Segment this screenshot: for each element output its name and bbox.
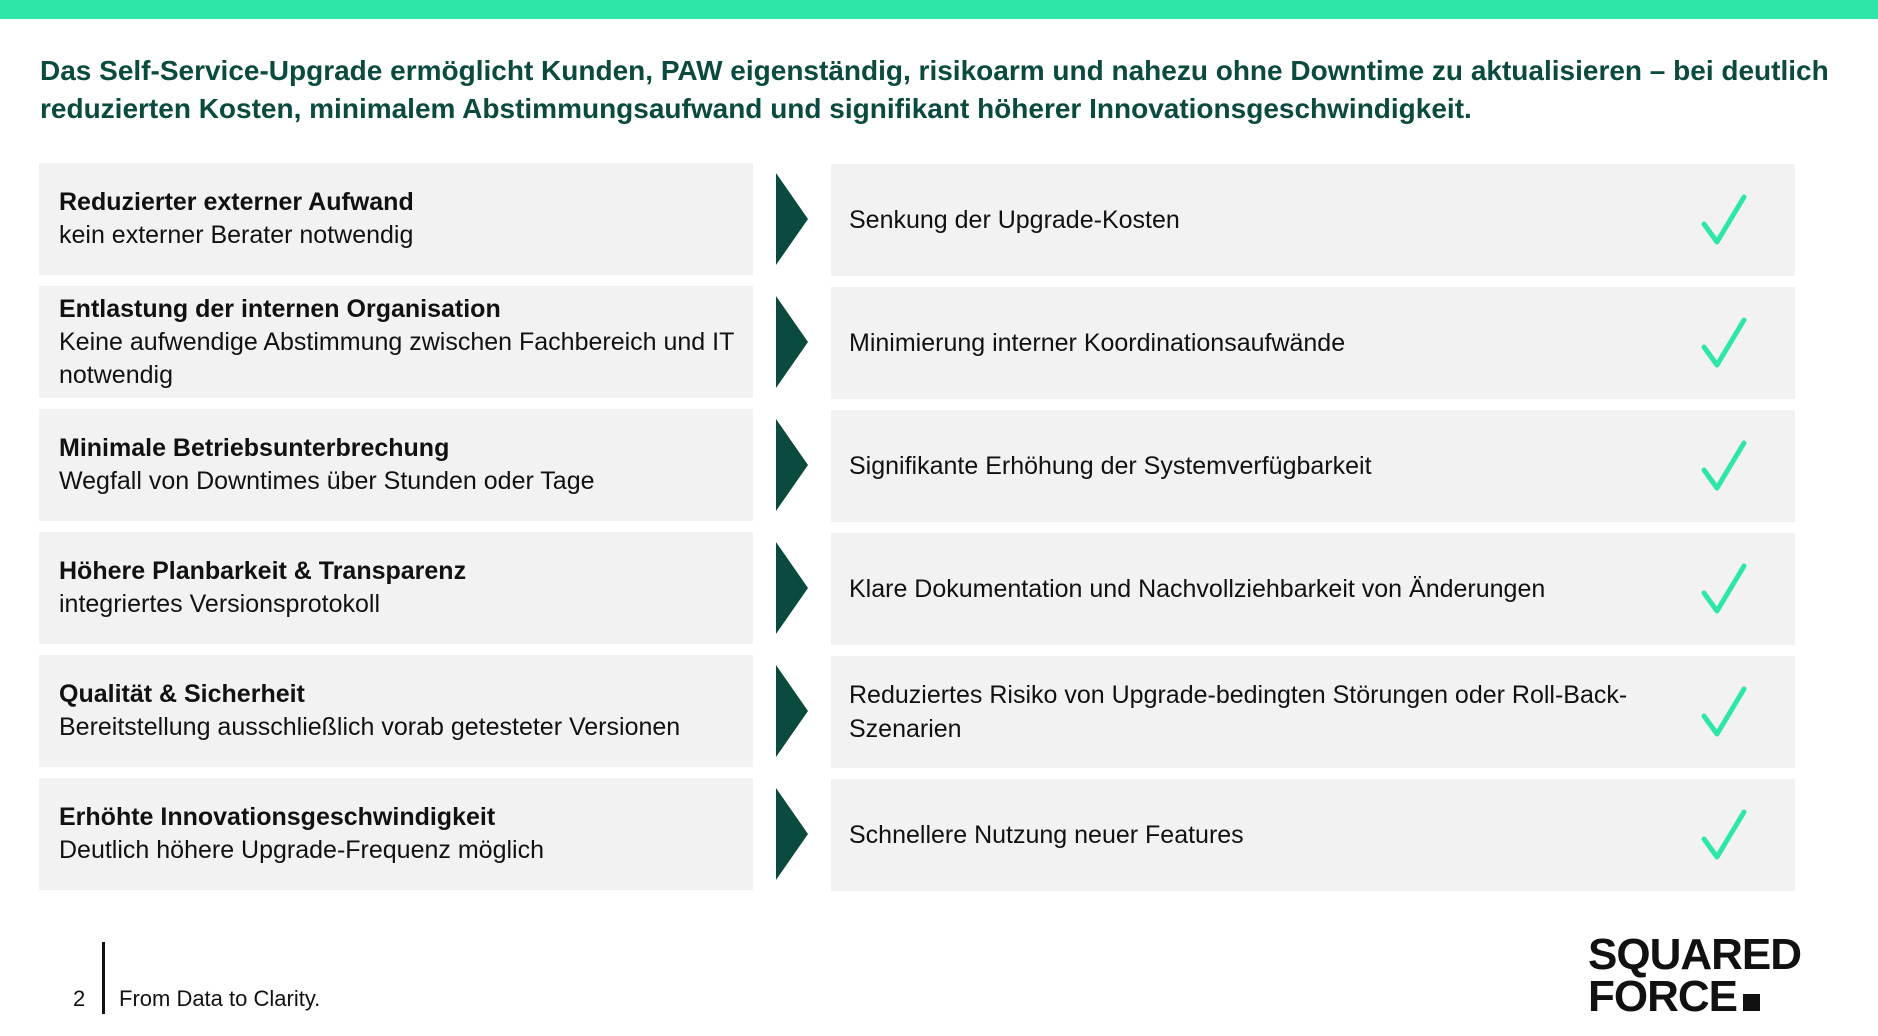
logo-line-1: SQUARED: [1588, 930, 1802, 979]
measure-description: integriertes Versionsprotokoll: [59, 590, 380, 618]
measure-description: Wegfall von Downtimes über Stunden oder Tage: [59, 467, 595, 495]
page-number: 2: [73, 986, 86, 1011]
benefit-text: Schnellere Nutzung neuer Features: [849, 821, 1244, 849]
arrow-icon: [776, 542, 808, 634]
top-accent-bar: [0, 0, 1878, 19]
check-icon: [1701, 686, 1747, 740]
measure-title: Reduzierter externer Aufwand: [59, 188, 414, 216]
page-headline: Das Self-Service-Upgrade ermöglicht Kunden, PAW eigenständig, risikoarm und nahezu ohne Downtime zu aktualisieren – bei deutlich reduzierten Kosten, minimalem Abstimmungsaufwand und signifikant höherer Innovationsgeschwindigkeit.: [40, 55, 1829, 124]
measure-title: Entlastung der internen Organisation: [59, 294, 501, 323]
measure-description: Deutlich höhere Upgrade-Frequenz möglich: [59, 836, 544, 864]
benefit-text: Senkung der Upgrade-Kosten: [849, 206, 1180, 234]
measure-box: [39, 532, 753, 644]
benefit-row: [39, 163, 1795, 275]
benefit-box: [831, 410, 1795, 522]
arrow-icon: [776, 419, 808, 511]
logo-line-2: [1588, 972, 1801, 1021]
footer-tagline: From Data to Clarity.: [119, 986, 321, 1011]
check-icon: [1701, 317, 1747, 371]
benefit-row: [39, 532, 1795, 644]
benefit-row: [39, 286, 1795, 398]
check-icon: [1701, 194, 1747, 248]
measure-title: Minimale Betriebsunterbrechung: [59, 434, 450, 462]
benefits-list: [39, 163, 1795, 901]
measure-box: [39, 778, 753, 890]
logo-line-2-text: FORCE: [1588, 972, 1737, 1021]
benefit-row: [39, 655, 1795, 767]
measure-description: Keine aufwendige Abstimmung zwischen Fachbereich und IT notwendig: [59, 327, 734, 389]
benefit-box: [831, 533, 1795, 645]
measure-box: [39, 286, 753, 398]
benefit-text: Klare Dokumentation und Nachvollziehbarkeit von Änderungen: [849, 575, 1546, 603]
measure-title: Qualität & Sicherheit: [59, 680, 305, 708]
squared-force-logo: [1588, 930, 1802, 1021]
measure-description: kein externer Berater notwendig: [59, 221, 414, 249]
benefit-box: [831, 164, 1795, 276]
footer-divider: [102, 942, 105, 1014]
benefit-box: [831, 779, 1795, 891]
measure-title: Erhöhte Innovationsgeschwindigkeit: [59, 803, 496, 831]
benefit-box: [831, 287, 1795, 399]
measure-box: [39, 163, 753, 275]
arrow-icon: [776, 296, 808, 388]
logo-square-icon: [1743, 994, 1760, 1011]
benefit-text: Signifikante Erhöhung der Systemverfügbarkeit: [849, 452, 1372, 480]
measure-box: [39, 655, 753, 767]
arrow-icon: [776, 665, 808, 757]
measure-description: Bereitstellung ausschließlich vorab getesteter Versionen: [59, 713, 681, 741]
arrow-icon: [776, 173, 808, 265]
measure-title: Höhere Planbarkeit & Transparenz: [59, 557, 467, 585]
measure-box: [39, 409, 753, 521]
benefit-row: [39, 409, 1795, 521]
check-icon: [1701, 440, 1747, 494]
benefit-box: [831, 656, 1795, 768]
arrow-icon: [776, 788, 808, 880]
benefit-text: Minimierung interner Koordinationsaufwände: [849, 329, 1346, 357]
check-icon: [1701, 809, 1747, 863]
benefit-row: [39, 778, 1795, 890]
benefit-text: Reduziertes Risiko von Upgrade-bedingten Störungen oder Roll-Back-Szenarien: [849, 681, 1628, 743]
check-icon: [1701, 563, 1747, 617]
